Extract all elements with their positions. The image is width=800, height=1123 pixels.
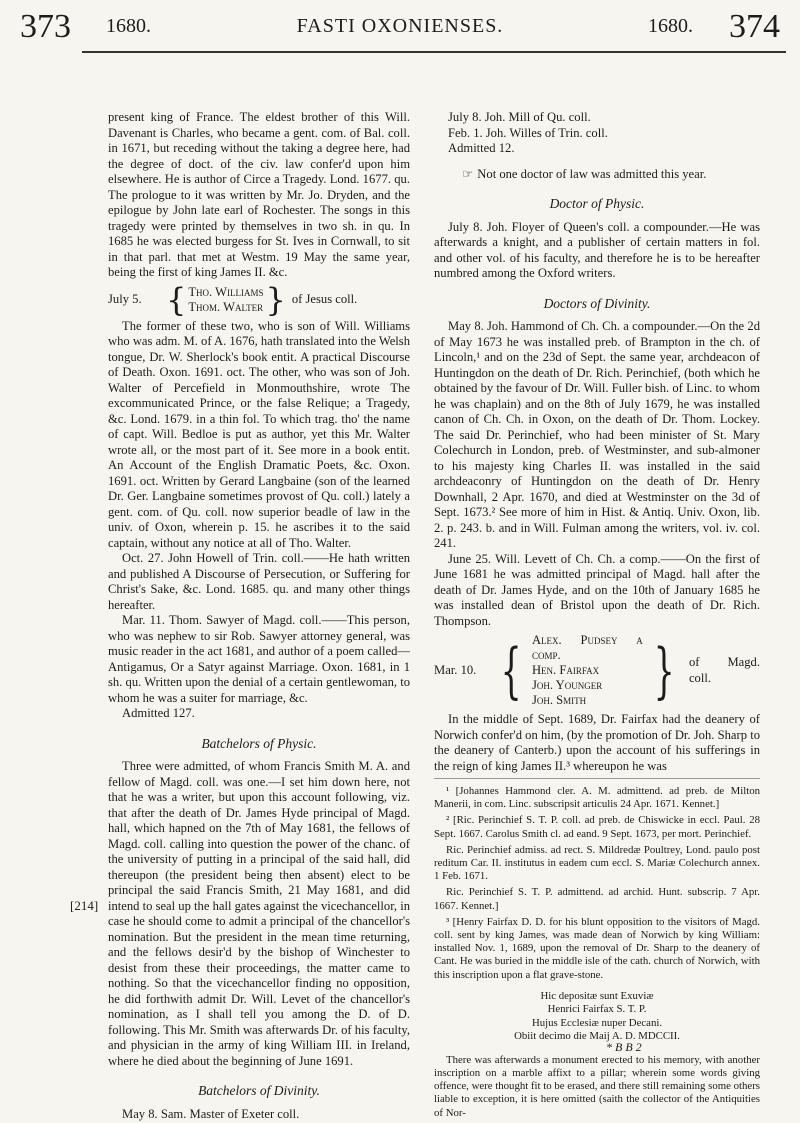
signature-mark: * B B 2 <box>606 1040 642 1054</box>
willes-entry: Feb. 1. Joh. Willes of Trin. coll. <box>448 125 608 140</box>
inscription-line: Hujus Ecclesiæ nuper Decani. <box>531 1016 663 1029</box>
footnote-2b: Ric. Perinchief admiss. ad rect. S. Mildredæ Poultrey, Lond. paulo post reditum Car. II. institutus in eadem cum eccl. S. Mariæ Colechurch annex. 1 Feb. 1671. <box>434 843 760 883</box>
section-heading-bach-divinity: Batchelors of Divinity. <box>198 1083 320 1098</box>
magd-coll-entry <box>434 633 760 708</box>
inscription <box>434 990 760 1044</box>
entry-names <box>188 285 263 315</box>
brace-icon: { <box>166 280 187 319</box>
year-right: 1680. <box>648 15 693 37</box>
entry-date: Mar. 10. <box>434 662 477 677</box>
brace-close-icon: } <box>265 280 286 319</box>
howell-paragraph: Oct. 27. John Howell of Trin. coll.——He hath written and published A Discourse of Persecution, or Suffering for Christ's Sake, &c. Lond. 1685. qu. and many other things hereafter. <box>108 551 410 612</box>
entry-name: Joh. Smith <box>531 693 587 707</box>
williams-walter-paragraph: The former of these two, who is son of Will. Williams who was adm. M. of A. 1676, hath translated into the Welsh tongue, Dr. W. Sherlock's book entit. A practical Discourse of Death. Oxon. 1691. oct. The other, who was son of Joh. Walter of Percefield in Monmouthshire, wrote The excommunicated Prince, or the false Relique; a Tragedy, &c. Lond. 1679. in a thin fol. To which trag. tho' the name of capt. Will. Bedloe is put as author, yet this Mr. Walter wrote all, or the most part of it. See more in a book entit. An Account of the English Dramatic Poets, &c. Oxon. 1691. oct. Written by Gerard Langbaine (son of the learned Dr. Ger. Langbaine sometimes provost of Qu. coll.) lately a gent. com. of Qu. coll. now superior beadle of law in the univ. of Oxon, wherein p. 15. he ascribes it to the said captain, without any notice at all of Tho. Walter. <box>108 318 411 550</box>
davenant-paragraph: present king of France. The eldest brother of this Will. Davenant is Charles, who became a gent. com. of Bal. coll. in 1671, but receding without the taking a degree here, had the degree of doct. of the civ. law confer'd upon him elsewhere. He is author of Circe a Tragedy. Lond. 1677. qu. The prologue to it was written by Mr. Jo. Dryden, and the epilogue by John late earl of Rochester. The songs in this tragedy were printed by themselves in two sh. in qu. In 1685 he was elected burgess for St. Ives in Cornwall, to sit in that parl. that met at Westm. 19 May the same year, being the first of king James II. &c. <box>108 110 410 279</box>
inscription-line: Hic depositæ sunt Exuviæ <box>540 989 654 1002</box>
jesus-coll-entry <box>108 280 410 319</box>
master-entry: May 8. Sam. Master of Exeter coll. <box>122 1106 300 1121</box>
law-note <box>434 167 760 183</box>
brace-close-icon: } <box>653 635 675 706</box>
running-title: FASTI OXONIENSES. <box>296 15 504 37</box>
right-column <box>434 110 760 1123</box>
entry-name: Tho. Williams <box>188 284 264 299</box>
inscription-line: Obiit decimo die Maij A. D. MDCCII. <box>514 1030 680 1043</box>
levett-paragraph: June 25. Will. Levett of Ch. Ch. a comp.——On the first of June 1681 he was admitted principal of Magd. hall after the death of Dr. James Hyde, and on the 10th of January 1685 he was installed dean of Bristol upon the death of Dr. Rich. Thompson. <box>434 551 760 628</box>
header-rule <box>82 51 786 53</box>
law-note-text: Not one doctor of law was admitted this year. <box>477 166 707 181</box>
section-heading-bach-physic: Batchelors of Physic. <box>201 735 317 751</box>
page-header <box>0 0 800 100</box>
pointing-hand-icon: ☞ <box>462 166 474 181</box>
entry-names <box>532 633 643 708</box>
entry-name: Joh. Younger <box>531 678 603 692</box>
year-left: 1680. <box>106 15 151 37</box>
floyer-paragraph: July 8. Joh. Floyer of Queen's coll. a compounder.—He was afterwards a knight, and a publisher of certain matters in fol. and other vol. of his faculty, and therefore he is to be hereafter numbred among the Oxford writers. <box>434 219 760 280</box>
footnote-3: ³ [Henry Fairfax D. D. for his blunt opposition to the visitors of Magd. coll. sent by king James, was made dean of Norwich by king William: installed Nov. 1, 1689, upon the removal of Dr. Sharp to the deanery of Cant. He was buried in the middle isle of the cath. church of Norwich, with this inscription upon a flat grave-stone. <box>434 915 760 981</box>
mill-entry: July 8. Joh. Mill of Qu. coll. <box>448 110 591 124</box>
smith-paragraph: Three were admitted, of whom Francis Smith M. A. and fellow of Magd. coll. was one.—I set him down here, not that he was a writer, but upon this account following, viz. that after the death of Dr. James Hyde principal of Magd. hall, which hapned on the 7th of May 1681, the fellows of Magd. coll. calling into question the power of the chanc. of the university of putting in a principal of the said hall, did thereupon (the president being then absent) elect to be principal the said Francis Smith, 21 May 1681, and did intend to seal up the hall gates against the vicechancellor, in case he should come to admit a principal of the chancellor's nomination. But the president in the mean time returning, and the fellows desir'd by the bishop of Winchester to desist from these their proceedings, the matter came to nothing. So that the vicechancellor finding no opposition, he did forthwith admit Dr. Will. Levet of the chancellor's nomination, as I shall tell you among the D. of D. following. This Mr. Smith was afterwards Dr. of his faculty, and physician in the army of king William III. in Ireland, where he died about the beginning of June 1691. <box>108 759 410 1068</box>
admitted-count-right: Admitted 12. <box>448 141 515 155</box>
entry-name: Thom. Walter <box>188 299 264 314</box>
margin-page-reference: [214] <box>70 898 99 913</box>
entry-date: July 5. <box>108 291 142 306</box>
page-number-right: 374 <box>729 8 780 45</box>
fairfax-paragraph: In the middle of Sept. 1689, Dr. Fairfax had the deanery of Norwich confer'd on him, (by the promotion of Dr. Joh. Sharp to the deanery of Canterb.) upon the account of his sufferings in the reign of king James II.³ whereupon he was <box>434 712 760 773</box>
footnotes <box>434 778 760 1120</box>
left-column <box>108 110 410 1122</box>
footnote-1: ¹ [Johannes Hammond cler. A. M. admittend. ad preb. de Milton Manerii, in com. Linc. subscripsit articulis 24 Apr. 1671. Kennet.] <box>434 785 760 811</box>
brace-icon: { <box>500 635 522 706</box>
inscription-line: Henrici Fairfax S. T. P. <box>547 1003 647 1016</box>
sawyer-paragraph: Mar. 11. Thom. Sawyer of Magd. coll.——This person, who was nephew to sir Rob. Sawyer attorney general, was music reader in the act 1681, and author of a poem called—Antigamus, Or a Satyr against Marriage. Oxon. 1681, in 1 sh. qu. Written upon the denial of a certain gentlewoman, to whom he was a suiter for marriage, &c. <box>108 613 410 705</box>
footnote-4: There was afterwards a monument erected to his memory, with another inscription on a marble affixt to a pillar; wherein some words giving offence, were thought fit to be erased, and there still remaining some others liable to exception, it is here omitted (saith the collector of the Antiquities of Nor- <box>434 1053 760 1119</box>
section-heading-doctor-physic: Doctor of Physic. <box>549 196 645 211</box>
entry-college: of Jesus coll. <box>291 291 358 306</box>
page-number-left: 373 <box>20 8 71 45</box>
entry-name: Hen. Fairfax <box>531 663 600 677</box>
section-heading-doctors-divinity: Doctors of Divinity. <box>543 295 651 311</box>
admitted-count: Admitted 127. <box>122 706 195 720</box>
footnote-2c: Ric. Perinchief S. T. P. admittend. ad archid. Hunt. subscrip. 7 Apr. 1667. Kennet.] <box>434 886 760 912</box>
footnote-2: ² [Ric. Perinchief S. T. P. coll. ad preb. de Chiswicke in eccl. Paul. 28 Sept. 1667. Carolus Smith cl. ad eand. 9 Sept. 1673, per mort. Perinchief. <box>434 814 760 840</box>
hammond-paragraph: May 8. Joh. Hammond of Ch. Ch. a compounder.—On the 2d of May 1673 he was installed preb. of Brampton in the ch. of Lincoln,¹ and on the 23d of Sept. the same year, archdeacon of Huntingdon on the death of Dr. Rich. Perinchief, (both which he obtained by the favour of Dr. Will. Fuller bish. of Linc. to whom he was chaplain) and on the 8th of July 1679, he was installed canon of Ch. Ch. in Oxon, on the death of Dr. Thom. Lockey. The said Dr. Perinchief, who had been minister of St. Mary Colechurch in London, preb. of Westminster, and sub-almoner to his majesty king Charles II. was installed in the said archdeaconry of Huntingdon on the death of Dr. Henry Downhall, 2 Apr. 1670, and died at Westminster on the 3d of Sept. 1673.² See more of him in Hist. & Antiq. Univ. Oxon, lib. 2. p. 243. b. and in Will. Fulman among the writers, vol. iv. col. 241. <box>434 319 760 550</box>
entry-college: of Magd. coll. <box>688 655 760 685</box>
entry-name: Alex. Pudsey a comp. <box>531 633 643 662</box>
